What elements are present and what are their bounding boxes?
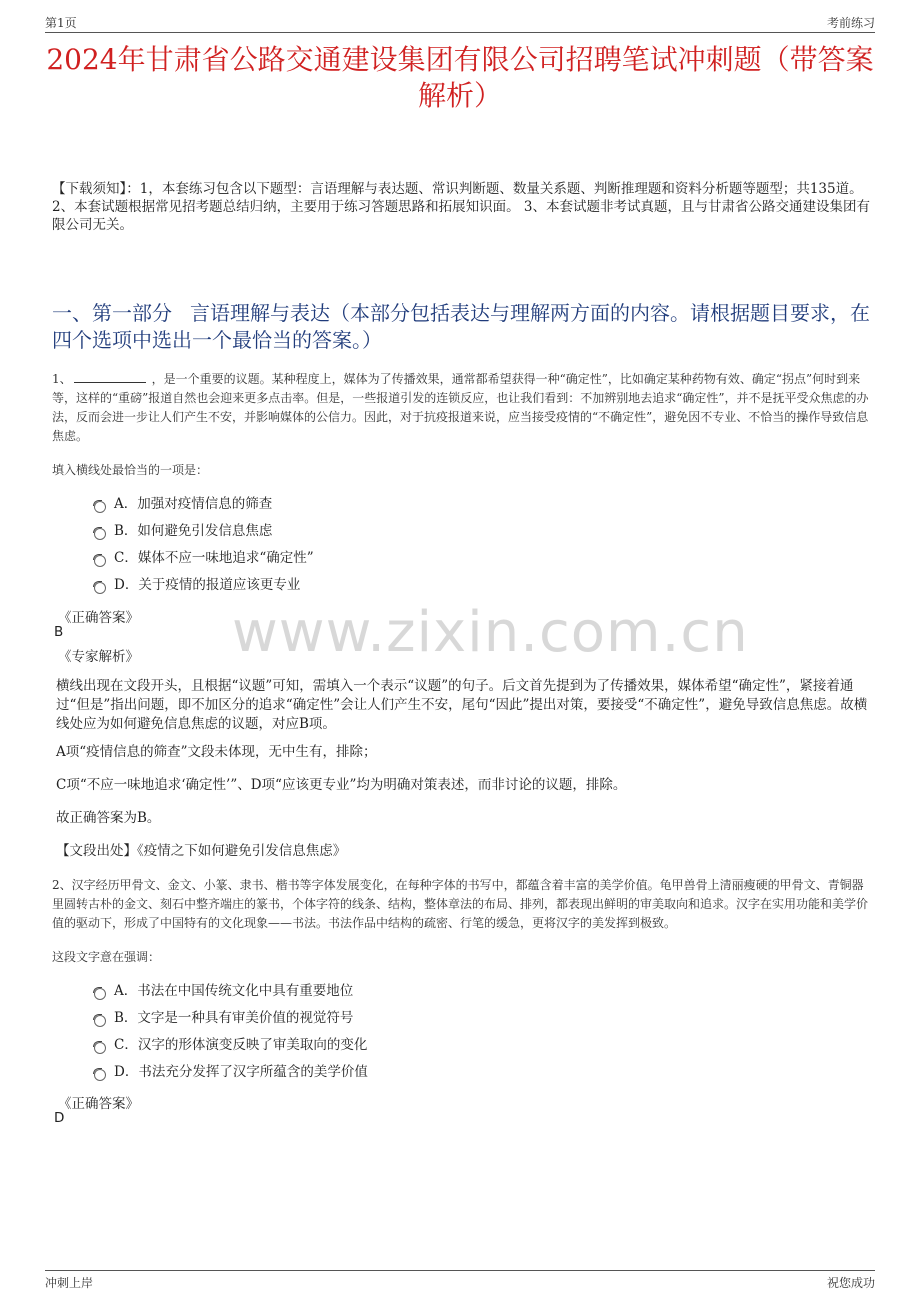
question-text: ，是一个重要的议题。某种程度上，媒体为了传播效果，通常都希望获得一种“确定性”，比如确定某种药物有效、确定“拐点”何时到来等，这样的“重磅”报道自然也会迎来更多点击率。但是，一些报道引发的连锁反应，也让我们看到：不加辨别地去追求“确定性”，并不是抚平受众焦虑的办法，反而会进一步让人们产生不安，并影响媒体的公信力。因此，对于抗疫报道来说，应当接受疫情的“不确定性”，避免因不专业、不恰当的操作导致信息焦虑。 [52, 372, 869, 443]
radio-icon[interactable] [94, 555, 106, 567]
q2-answer: D [54, 1110, 65, 1126]
section-number: 一、第一部分 [52, 301, 172, 325]
section-text: 言语理解与表达（本部分包括表达与理解两方面的内容。请根据题目要求，在四个选项中选出一个最恰当的答案。） [52, 301, 870, 352]
radio-icon[interactable] [94, 988, 106, 1000]
radio-icon[interactable] [94, 1015, 106, 1027]
q2-option-a[interactable]: A．书法在中国传统文化中具有重要地位 [94, 981, 353, 1001]
q2-option-b[interactable]: B．文字是一种具有审美价值的视觉符号 [94, 1008, 353, 1028]
question-2-stem [52, 876, 870, 933]
section-heading [52, 300, 870, 354]
q1-option-c[interactable]: C．媒体不应一味地追求“确定性” [94, 548, 314, 568]
question-1-prompt: 填入横线处最恰当的一项是： [52, 463, 209, 477]
page-header [45, 14, 875, 33]
header-tag: 考前练习 [826, 16, 875, 30]
q1-analysis-p1: 横线出现在文段开头，且根据“议题”可知，需填入一个表示“议题”的句子。后文首先提到为了传播效果，媒体希望“确定性”，紧接着通过“但是”指出问题，即不加区分的追求“确定性”会让人们产生不安，尾句“因此”提出对策，要接受“不确定性”，避免导致信息焦虑。故横线处应为如何避免信息焦虑的议题，对应B项。 [56, 678, 868, 732]
fill-blank [74, 370, 146, 383]
question-1-stem [52, 370, 870, 446]
radio-icon[interactable] [94, 1069, 106, 1081]
q1-answer: B [54, 624, 64, 640]
radio-icon[interactable] [94, 528, 106, 540]
question-number: 2、 [52, 878, 72, 892]
question-2-prompt: 这段文字意在强调： [52, 950, 161, 964]
q1-analysis-label: 《专家解析》 [58, 649, 139, 665]
footer-right: 祝您成功 [826, 1276, 875, 1290]
q1-option-d[interactable]: D．关于疫情的报道应该更专业 [94, 575, 300, 595]
q1-option-b[interactable]: B．如何避免引发信息焦虑 [94, 521, 272, 541]
q1-analysis-p3: C项“不应一味地追求‘确定性’”、D项“应该更专业”均为明确对策表述，而非讨论的议题，排除。 [56, 777, 627, 793]
document-title: 2024年甘肃省公路交通建设集团有限公司招聘笔试冲刺题（带答案解析） [46, 43, 874, 112]
watermark: www.zixin.com.cn [232, 600, 749, 665]
radio-icon[interactable] [94, 501, 106, 513]
footer-left: 冲刺上岸 [45, 1276, 94, 1290]
download-notice: 【下载须知】：1，本套练习包含以下题型：言语理解与表达题、常识判断题、数量关系题、判断推理题和资料分析题等题型；共135道。 2、本套试题根据常见招考题总结归纳，主要用于练习答题思路和拓展知识面。 3、本套试题非考试真题，且与甘肃省公路交通建设集团有限公司无关。 [52, 181, 870, 233]
q1-analysis-p4: 故正确答案为B。 [56, 810, 161, 826]
q2-option-d[interactable]: D．书法充分发挥了汉字所蕴含的美学价值 [94, 1062, 368, 1082]
q1-analysis-p2: A项“疫情信息的筛查”文段未体现，无中生有，排除； [56, 744, 377, 760]
question-text: 汉字经历甲骨文、金文、小篆、隶书、楷书等字体发展变化，在每种字体的书写中，都蕴含着丰富的美学价值。龟甲兽骨上清丽瘦硬的甲骨文、青铜器里圆转古朴的金文、刻石中整齐端庄的篆书，个体字符的线条、结构，整体章法的布局、排列，都表现出鲜明的审美取向和追求。汉字在实用功能和美学价值的驱动下，形成了中国特有的文化现象——书法。书法作品中结构的疏密、行笔的缓急，更将汉字的美发挥到极致。 [52, 878, 869, 930]
question-number: 1、 [52, 372, 72, 386]
q1-source: 【文段出处】《疫情之下如何避免引发信息焦虑》 [56, 843, 347, 859]
q1-answer-label: 《正确答案》 [58, 610, 139, 626]
page-number: 第1页 [45, 16, 77, 30]
page-footer [45, 1270, 875, 1291]
q1-option-a[interactable]: A．加强对疫情信息的筛查 [94, 494, 272, 514]
radio-icon[interactable] [94, 582, 106, 594]
q2-option-c[interactable]: C．汉字的形体演变反映了审美取向的变化 [94, 1035, 367, 1055]
q2-answer-label: 《正确答案》 [58, 1096, 139, 1112]
radio-icon[interactable] [94, 1042, 106, 1054]
